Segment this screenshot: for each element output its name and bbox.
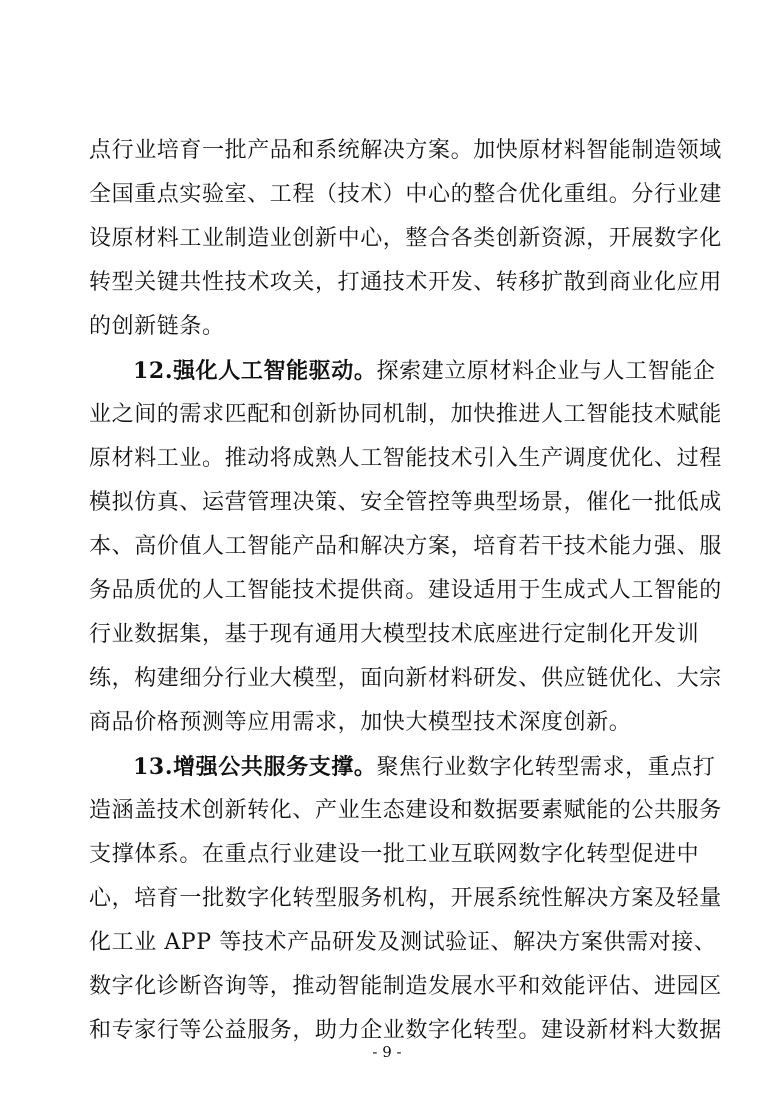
section-heading-12: 12.强化人工智能驱动。 [133,358,377,384]
text-line: 点行业培育一批产品和系统解决方案。加快原材料智能制造领域 [89,138,722,163]
section-12-first-line: 12.强化人工智能驱动。探索建立原材料企业与人工智能企 [133,358,716,384]
text-line: 转型关键共性技术攻关，打通技术开发、转移扩散到商业化应用 [89,270,722,295]
text-line: 本、高价值人工智能产品和解决方案，培育若干技术能力强、服 [89,534,722,559]
text-line: 造涵盖技术创新转化、产业生态建设和数据要素赋能的公共服务 [89,798,722,823]
text-line: 和专家行等公益服务，助力企业数字化转型。建设新材料大数据 [89,1018,722,1043]
text-line: 心，培育一批数字化转型服务机构，开展系统性解决方案及轻量 [89,886,722,911]
text-line: 模拟仿真、运营管理决策、安全管控等典型场景，催化一批低成 [89,490,722,515]
text-line: 数字化诊断咨询等，推动智能制造发展水平和效能评估、进园区 [89,974,722,999]
text-line: 化工业 APP 等技术产品研发及测试验证、解决方案供需对接、 [89,930,717,955]
text-line: 的创新链条。 [89,314,225,339]
text-line: 业之间的需求匹配和创新协同机制，加快推进人工智能技术赋能 [89,402,722,427]
text-line: 设原材料工业制造业创新中心，整合各类创新资源，开展数字化 [89,226,722,251]
text-line: 商品价格预测等应用需求，加快大模型技术深度创新。 [89,710,632,735]
page-number: - 9 - [372,1043,402,1061]
text-line: 练，构建细分行业大模型，面向新材料研发、供应链优化、大宗 [89,666,722,691]
text-line: 原材料工业。推动将成熟人工智能技术引入生产调度优化、过程 [89,446,722,471]
text-line: 全国重点实验室、工程（技术）中心的整合优化重组。分行业建 [89,182,722,207]
text-line: 行业数据集，基于现有通用大模型技术底座进行定制化开发训 [89,622,700,647]
text-line: 支撑体系。在重点行业建设一批工业互联网数字化转型促进中 [89,842,700,867]
text-line: 务品质优的人工智能技术提供商。建设适用于生成式人工智能的 [89,578,722,603]
section-heading-13: 13.增强公共服务支撑。 [133,754,377,780]
section-13-first-line: 13.增强公共服务支撑。聚焦行业数字化转型需求，重点打 [133,754,716,780]
